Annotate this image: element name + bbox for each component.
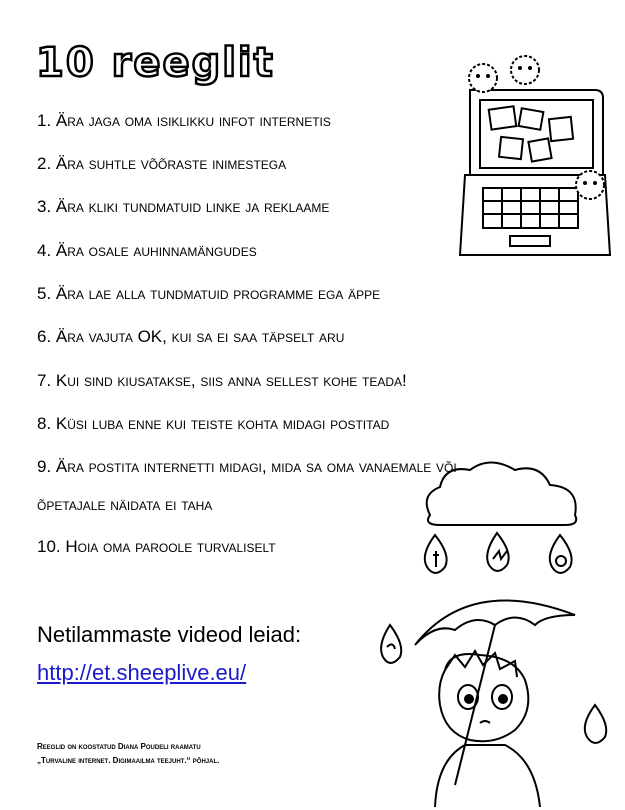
laptop-illustration (455, 50, 615, 265)
rule-2: 2. Ära suhtle võõraste inimestega (37, 154, 287, 173)
rule-5: 5. Ära lae alla tundmatuid programme ega äppe (37, 284, 381, 303)
videos-link[interactable]: http://et.sheeplive.eu/ (37, 660, 247, 685)
rule-3: 3. Ära kliki tundmatuid linke ja reklaame (37, 197, 330, 216)
videos-label: Netilammaste videod leiad: (37, 622, 302, 647)
rule-1: 1. Ära jaga oma isiklikku infot internetis (37, 111, 331, 130)
footnote (37, 740, 367, 768)
rule-4: 4. Ära osale auhinnamängudes (37, 241, 257, 260)
rule-9: 9. Ära postita internetti midagi, mida sa oma vanaemale või õpetajale näidata ei taha (37, 457, 457, 514)
rule-10: 10. Hoia oma paroole turvaliselt (37, 537, 276, 556)
rule-7: 7. Kui sind kiusatakse, siis anna sellest kohe teada! (37, 371, 407, 390)
rule-8: 8. Küsi luba enne kui teiste kohta midagi postitad (37, 414, 390, 433)
footnote-line-1: Reeglid on koostatud Diana Poudeli raamatu (37, 742, 201, 751)
page-title: 10 reeglit (36, 40, 275, 86)
footnote-line-2: „Turvaline internet. Digimaailma teejuht.“ põhjal. (37, 756, 220, 765)
rain-cloud-illustration (415, 455, 590, 595)
boy-with-umbrella-illustration (375, 585, 615, 807)
rule-6: 6. Ära vajuta OK, kui sa ei saa täpselt aru (37, 327, 345, 346)
